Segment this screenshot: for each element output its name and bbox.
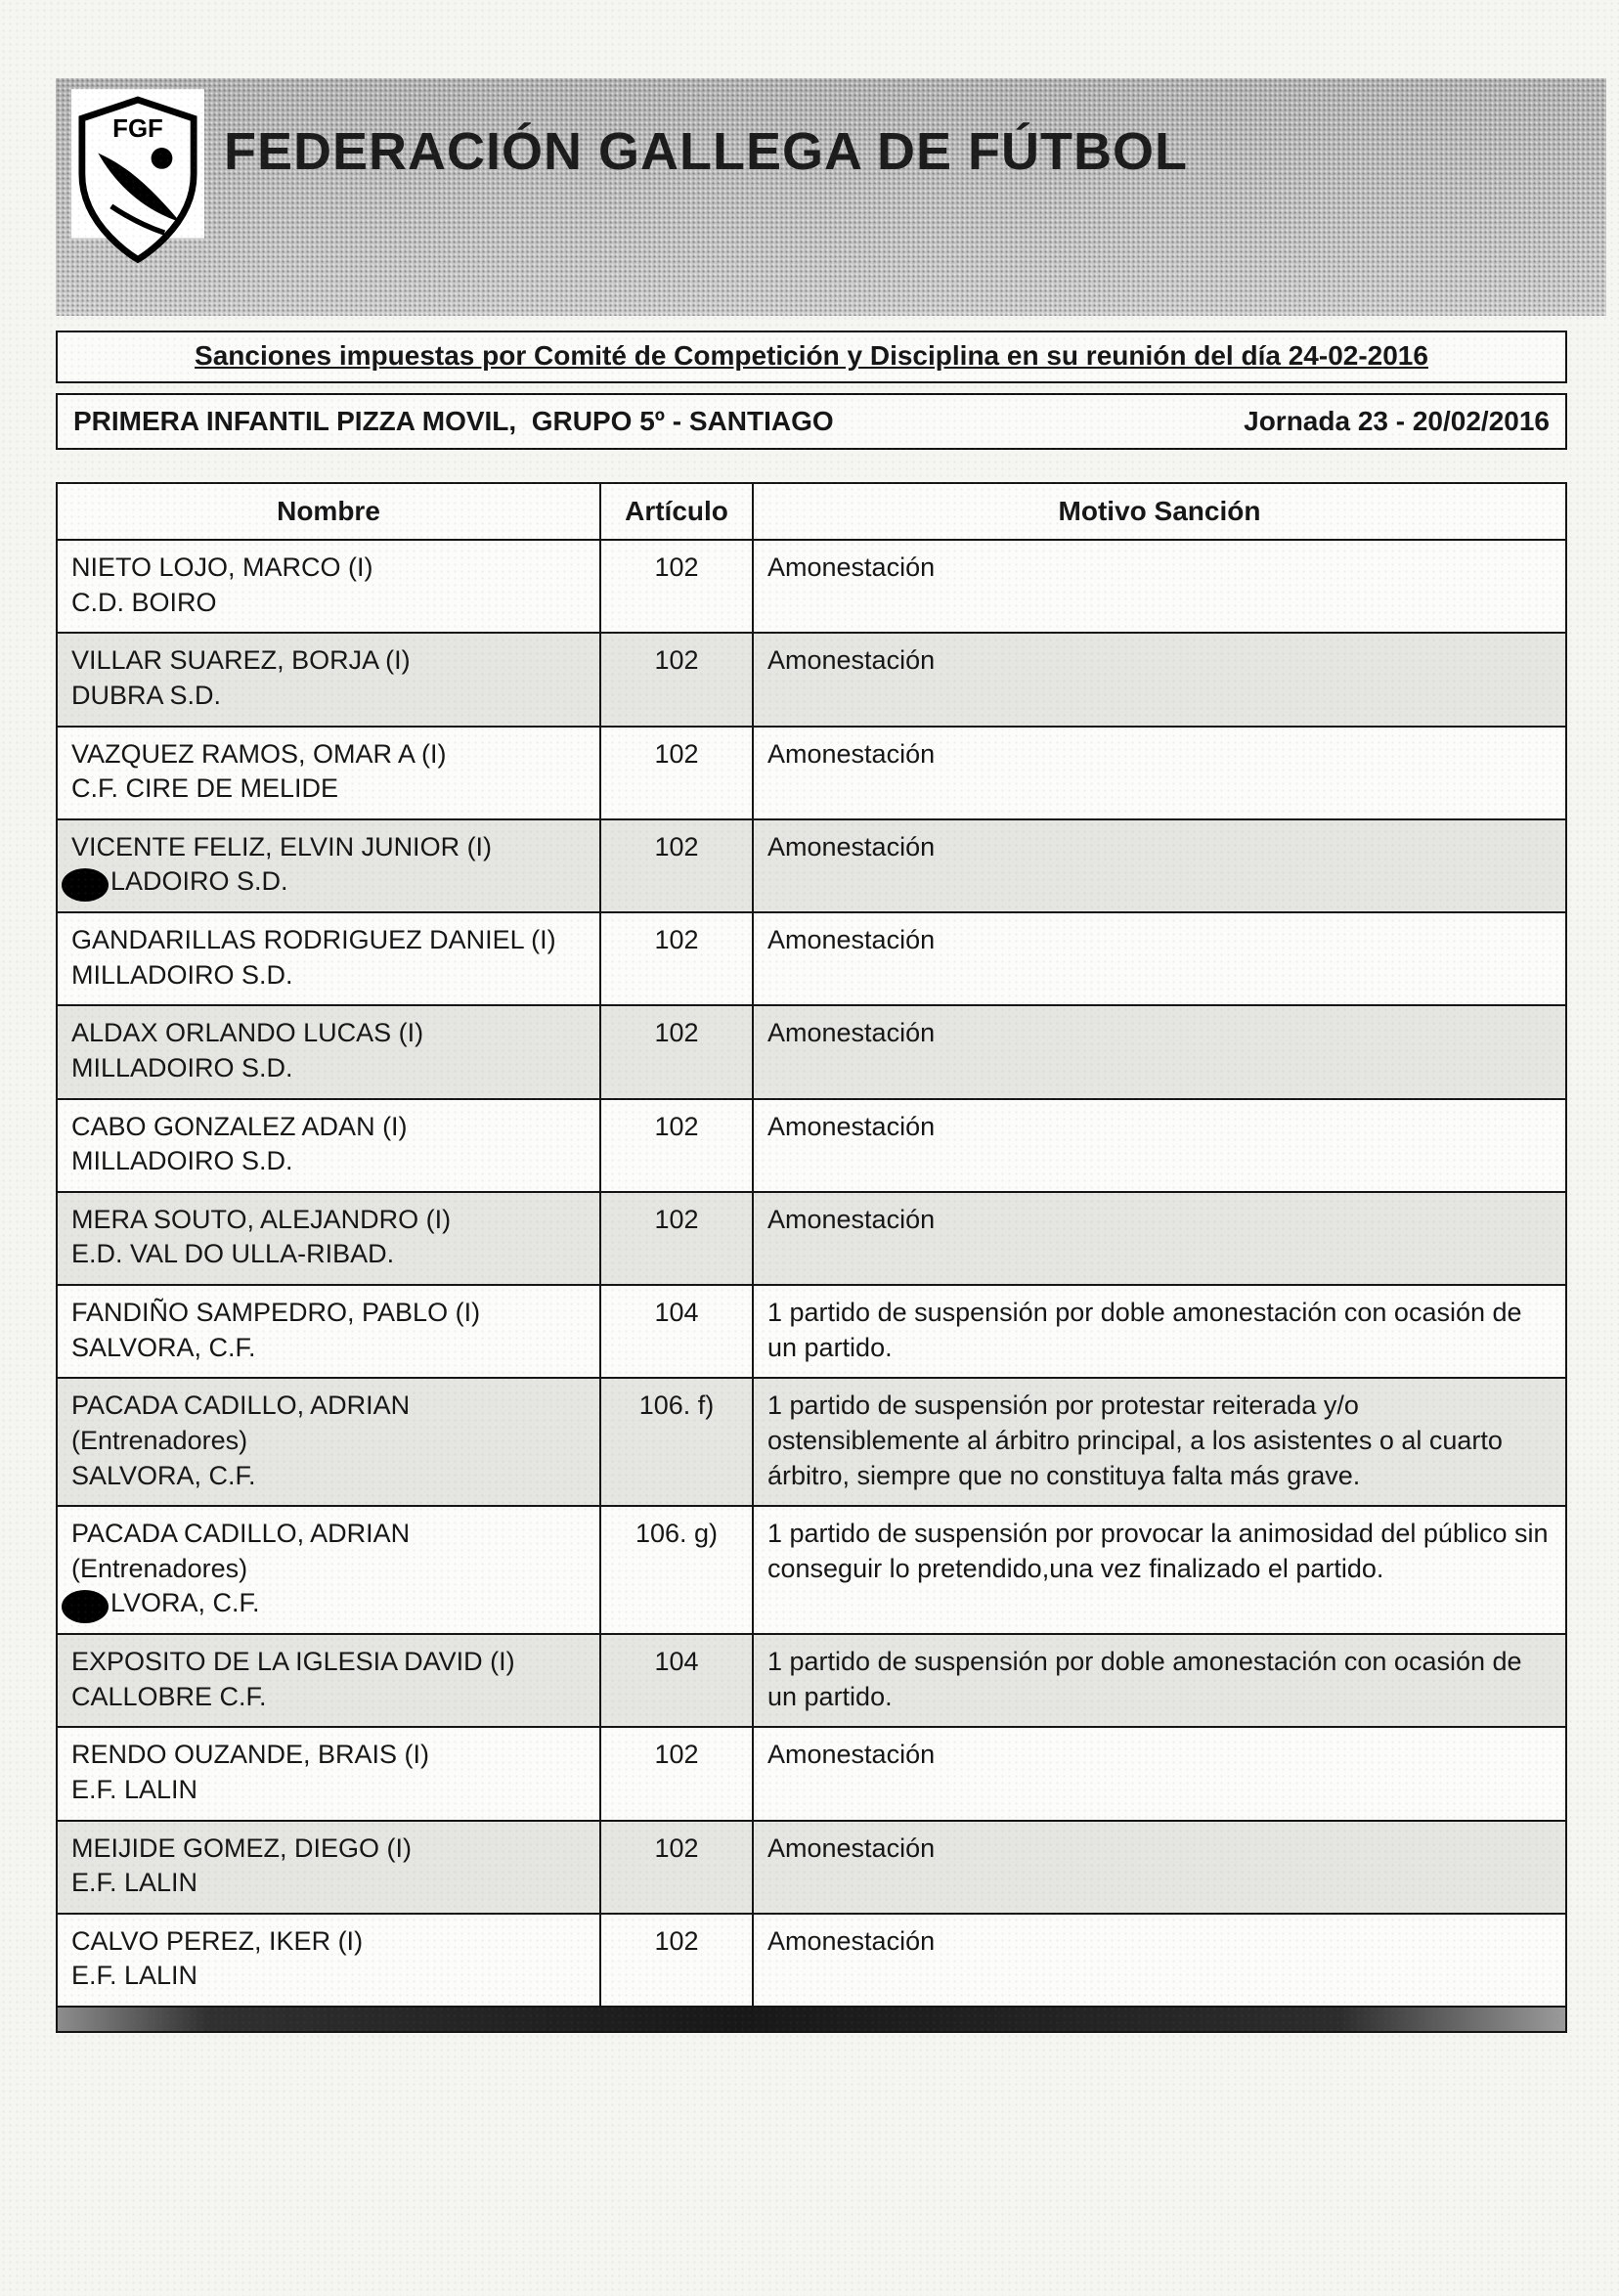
table-bottom-scan-bar [58, 2008, 1565, 2031]
table-row [58, 820, 1565, 913]
shield-icon [71, 82, 204, 309]
sanction-name-cell [58, 1286, 601, 1377]
articulo-cell: 104 [601, 1635, 754, 1726]
articulo-cell: 102 [601, 634, 754, 725]
player-name: VILLAR SUAREZ, BORJA (I) [71, 645, 411, 676]
player-name: EXPOSITO DE LA IGLESIA DAVID (I) [71, 1647, 515, 1676]
player-name: PACADA CADILLO, ADRIAN (Entrenadores) [71, 1519, 411, 1583]
sanction-name-cell [58, 541, 601, 632]
sanction-name-cell [58, 913, 601, 1004]
sanctions-title: Sanciones impuestas por Comité de Competición y Disciplina en su reunión del día 24-02-2016 [195, 340, 1428, 371]
club-name: MILLADOIRO S.D. [71, 959, 293, 990]
sanction-name-cell [58, 820, 601, 911]
redaction-mark [62, 1590, 109, 1623]
player-name: CALVO PEREZ, IKER (I) [71, 1925, 364, 1956]
player-name: ALDAX ORLANDO LUCAS (I) [71, 1018, 424, 1048]
club-name: E.F. LALIN [71, 1774, 198, 1804]
player-name: VAZQUEZ RAMOS, OMAR A (I) [71, 738, 447, 769]
player-name: VICENTE FELIZ, ELVIN JUNIOR (I) [71, 831, 493, 861]
articulo-cell: 102 [601, 1822, 754, 1913]
articulo-cell: 106. f) [601, 1379, 754, 1505]
sanctions-table [56, 482, 1567, 2033]
articulo-cell: 102 [601, 1193, 754, 1284]
motivo-cell: Amonestación [767, 552, 936, 582]
articulo-cell: 102 [601, 1006, 754, 1097]
club-name: E.F. LALIN [71, 1868, 198, 1898]
sanction-name-cell [58, 1379, 601, 1505]
articulo-cell: 102 [601, 728, 754, 818]
motivo-cell: 1 partido de suspensión por protestar reiterada y/o ostensiblemente al árbitro principal, a los asistentes o al cuarto árbitro, siempre que no constituya falta más grave. [767, 1391, 1503, 1490]
table-row [58, 1635, 1565, 1728]
sanction-name-cell [58, 1100, 601, 1191]
player-name: MEIJIDE GOMEZ, DIEGO (I) [71, 1832, 413, 1863]
sanction-name-cell [58, 728, 601, 818]
club-name: MILLADOIRO S.D. [71, 1052, 293, 1082]
motivo-cell: Amonestación [767, 1925, 936, 1956]
player-name: RENDO OUZANDE, BRAIS (I) [71, 1740, 430, 1770]
svg-text:FGF: FGF [112, 115, 163, 144]
player-name: FANDIÑO SAMPEDRO, PABLO (I) [71, 1298, 481, 1327]
fgf-logo [71, 82, 204, 309]
sanction-name-cell [58, 1822, 601, 1913]
table-row [58, 634, 1565, 727]
table-row [58, 1006, 1565, 1099]
articulo-cell: 106. g) [601, 1507, 754, 1633]
club-name: CALLOBRE C.F. [71, 1681, 267, 1711]
club-name: E.F. LALIN [71, 1961, 198, 1991]
table-row [58, 1822, 1565, 1915]
table-row [58, 1379, 1565, 1507]
jornada-label: Jornada 23 - 20/02/2016 [1244, 406, 1550, 436]
redaction-mark [62, 868, 109, 902]
table-header-row [58, 484, 1565, 541]
competition-name: PRIMERA INFANTIL PIZZA MOVIL, GRUPO 5º - SANTIAGO [73, 406, 834, 436]
articulo-cell: 102 [601, 1915, 754, 2006]
club-name: C.F. CIRE DE MELIDE [71, 773, 339, 804]
motivo-cell: Amonestación [767, 1111, 936, 1141]
club-name: SALVORA, C.F. [71, 1332, 256, 1362]
club-name: LVORA, C.F. [71, 1586, 586, 1621]
articulo-cell: 102 [601, 913, 754, 1004]
col-header-motivo: Motivo Sanción [1058, 496, 1261, 526]
motivo-cell: Amonestación [767, 925, 936, 954]
player-name: CABO GONZALEZ ADAN (I) [71, 1111, 408, 1141]
club-name: MILLADOIRO S.D. [71, 1146, 293, 1176]
competition-bar [56, 393, 1567, 450]
table-body [58, 541, 1565, 2008]
motivo-cell: Amonestación [767, 645, 936, 676]
sanction-name-cell [58, 1507, 601, 1633]
player-name: MERA SOUTO, ALEJANDRO (I) [71, 1204, 452, 1234]
club-name: E.D. VAL DO ULLA-RIBAD. [71, 1239, 395, 1269]
table-row [58, 728, 1565, 820]
table-row [58, 913, 1565, 1006]
table-row [58, 541, 1565, 634]
org-name: FEDERACIÓN GALLEGA DE FÚTBOL [224, 122, 1188, 181]
col-header-nombre: Nombre [58, 484, 601, 539]
motivo-cell: Amonestación [767, 1832, 936, 1863]
player-name: NIETO LOJO, MARCO (I) [71, 552, 373, 582]
sanctions-title-box [56, 331, 1567, 383]
sanction-name-cell [58, 1635, 601, 1726]
articulo-cell: 102 [601, 1728, 754, 1819]
sanction-name-cell [58, 1915, 601, 2006]
sanction-name-cell [58, 1193, 601, 1284]
table-row [58, 1507, 1565, 1635]
table-row [58, 1286, 1565, 1379]
col-header-articulo: Artículo [601, 484, 754, 539]
motivo-cell: Amonestación [767, 1018, 936, 1048]
motivo-cell: Amonestación [767, 738, 936, 769]
club-name: LADOIRO S.D. [71, 864, 586, 900]
motivo-cell: Amonestación [767, 831, 936, 861]
sanction-name-cell [58, 1728, 601, 1819]
club-name: DUBRA S.D. [71, 680, 222, 710]
player-name: PACADA CADILLO, ADRIAN (Entrenadores) [71, 1391, 411, 1455]
header-banner [56, 78, 1606, 316]
motivo-cell: Amonestación [767, 1740, 936, 1770]
table-row [58, 1915, 1565, 2008]
articulo-cell: 102 [601, 1100, 754, 1191]
articulo-cell: 102 [601, 541, 754, 632]
sanction-name-cell [58, 634, 601, 725]
club-name: SALVORA, C.F. [71, 1460, 256, 1490]
motivo-cell: 1 partido de suspensión por doble amonestación con ocasión de un partido. [767, 1298, 1522, 1362]
table-row [58, 1728, 1565, 1821]
motivo-cell: 1 partido de suspensión por doble amonestación con ocasión de un partido. [767, 1647, 1522, 1711]
articulo-cell: 104 [601, 1286, 754, 1377]
articulo-cell: 102 [601, 820, 754, 911]
club-name: C.D. BOIRO [71, 587, 217, 617]
player-name: GANDARILLAS RODRIGUEZ DANIEL (I) [71, 925, 556, 954]
motivo-cell: 1 partido de suspensión por provocar la animosidad del público sin conseguir lo pretendido,una vez finalizado el partido. [767, 1519, 1549, 1583]
table-row [58, 1100, 1565, 1193]
motivo-cell: Amonestación [767, 1204, 936, 1234]
sanction-name-cell [58, 1006, 601, 1097]
table-row [58, 1193, 1565, 1286]
